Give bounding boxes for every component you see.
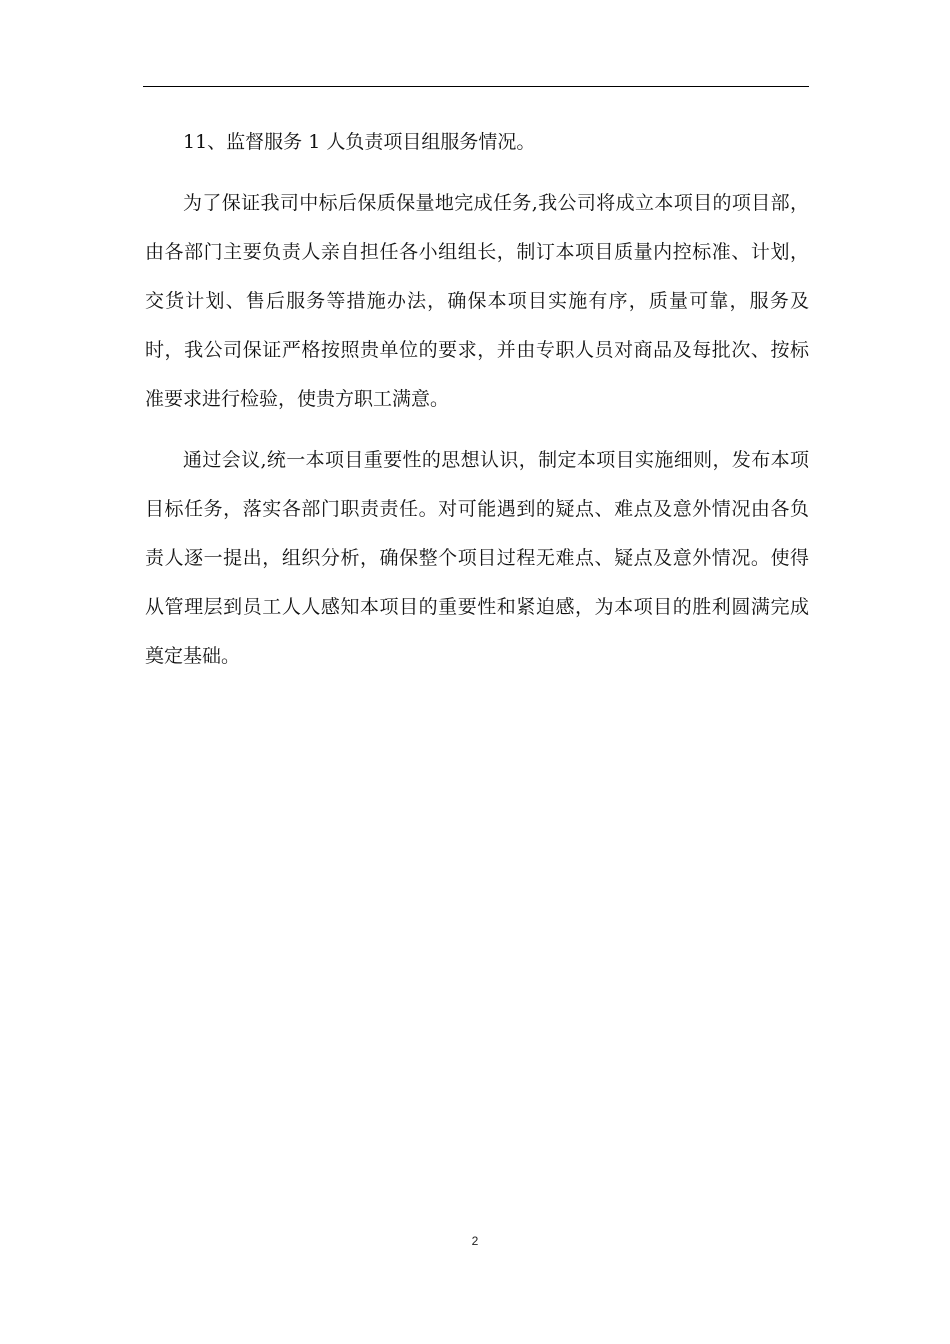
paragraph-meeting-implementation: 通过会议,统一本项目重要性的思想认识，制定本项目实施细则，发布本项目标任务，落实各部门职责责任。对可能遇到的疑点、难点及意外情况由各负责人逐一提出，组织分析，确保整个项目过程无难点、疑点及意外情况。使得从管理层到员工人人感知本项目的重要性和紧迫感，为本项目的胜利圆满完成奠定基础。 xyxy=(145,449,809,667)
paragraph-supervision-service: 11、监督服务 1 人负责项目组服务情况。 xyxy=(183,131,536,153)
paragraph-project-department: 为了保证我司中标后保质保量地完成任务,我公司将成立本项目的项目部，由各部门主要负责人亲自担任各小组组长，制订本项目质量内控标准、计划，交货计划、售后服务等措施办法，确保本项目实施有序，质量可靠，服务及时，我公司保证严格按照贵单位的要求，并由专职人员对商品及每批次、按标准要求进行检验，使贵方职工满意。 xyxy=(145,192,809,410)
header-rule xyxy=(143,86,809,87)
page-number: 2 xyxy=(471,1234,479,1248)
document-body xyxy=(145,118,809,681)
